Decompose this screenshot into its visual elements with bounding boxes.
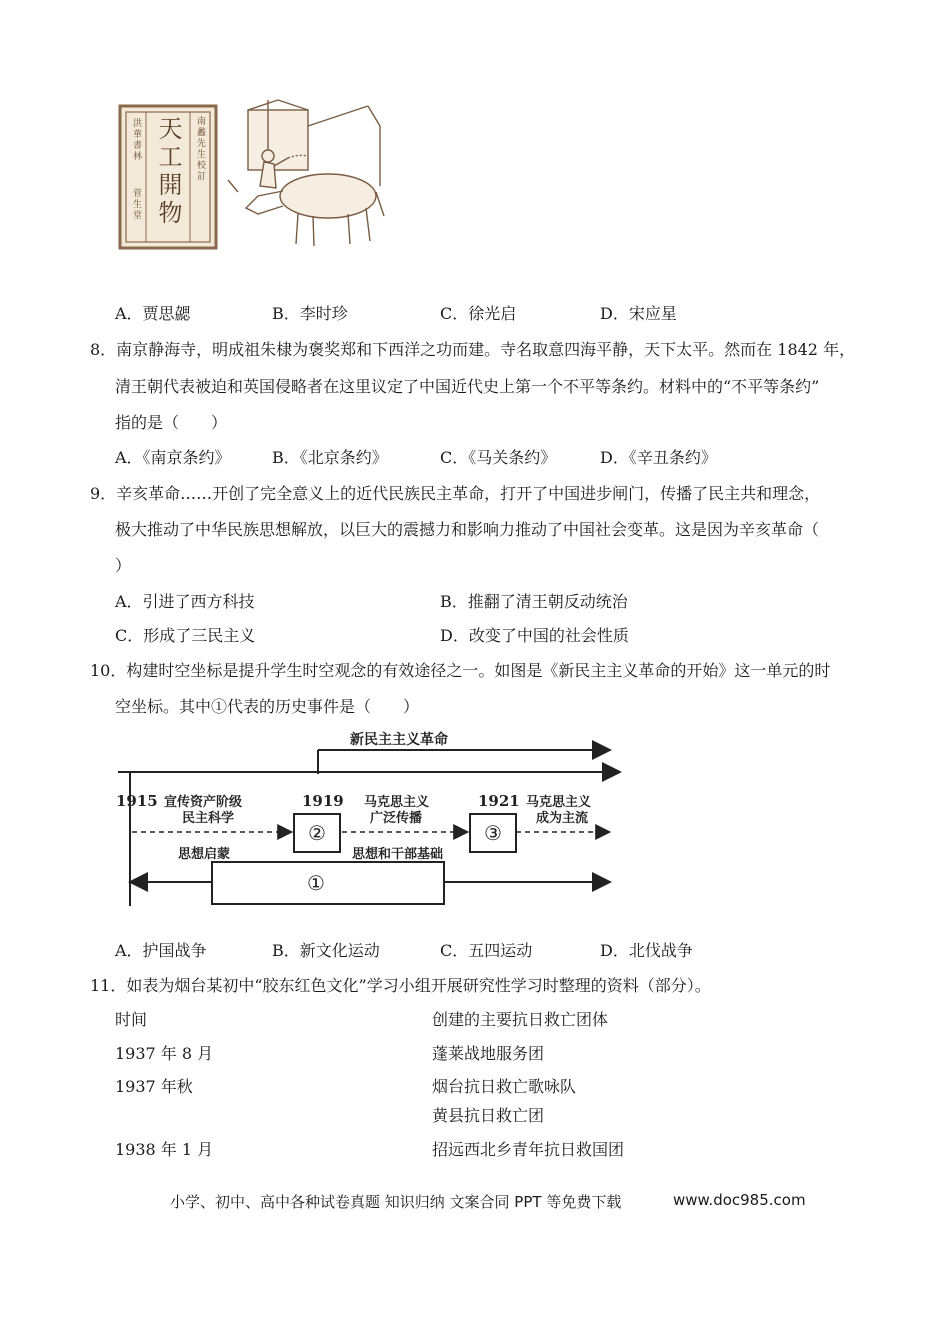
table-row-4-group: 招远西北乡青年抗日救国团 — [432, 1140, 625, 1159]
footer-url[interactable]: www.doc985.com — [673, 1191, 806, 1209]
q9-line-1: 9．辛亥革命……开创了完全意义上的近代民族民主革命，打开了中国进步闸门，传播了民主共和理念， — [90, 484, 821, 503]
q10-option-c: C．五四运动 — [440, 941, 533, 960]
q7-option-b: B．李时珍 — [272, 304, 348, 323]
q10-option-d: D．北伐战争 — [600, 941, 693, 960]
timeline-diagram — [112, 722, 632, 920]
label-1-line-2: 民主科学 — [182, 811, 235, 826]
q9-option-b: B．推翻了清王朝反动统治 — [440, 592, 628, 611]
book-left-text-2: 菅生堂 — [131, 188, 141, 221]
box-1 — [212, 862, 444, 904]
table-row-2-time: 1937 年秋 — [115, 1077, 193, 1096]
q9-option-a: A．引进了西方科技 — [115, 592, 255, 611]
q10-option-b: B．新文化运动 — [272, 941, 380, 960]
q8-line-1: 8．南京静海寺，明成祖朱棣为褒奖郑和下西洋之功而建。寺名取意四海平静，天下太平。然而在 1842 年， — [90, 340, 856, 359]
label-2-line-2: 广泛传播 — [370, 811, 423, 826]
label-3-line-1: 马克思主义 — [526, 795, 592, 810]
table-row-1-time: 1937 年 8 月 — [115, 1044, 214, 1063]
footer-text: 小学、初中、高中各种试卷真题 知识归纳 文案合同 PPT 等免费下载 — [170, 1193, 622, 1211]
q7-option-d: D．宋应星 — [600, 304, 677, 323]
table-row-4-time: 1938 年 1 月 — [115, 1140, 214, 1159]
q11-line: 11．如表为烟台某初中“胶东红色文化”学习小组开展研究性学习时整理的资料（部分）。 — [90, 976, 711, 995]
year-1921: 1921 — [478, 792, 520, 810]
q8-option-c: C．《马关条约》 — [440, 448, 557, 467]
bottom-left-label: 思想启蒙 — [178, 847, 231, 862]
book-left-text: 洪華書林 — [131, 118, 141, 162]
label-2-line-1: 马克思主义 — [364, 795, 430, 810]
table-header-time: 时间 — [115, 1010, 148, 1029]
q9-option-d: D．改变了中国的社会性质 — [440, 626, 629, 645]
q9-line-3: ） — [115, 556, 132, 575]
q8-option-a: A．《南京条约》 — [115, 448, 231, 467]
book-title: 天工開物 — [154, 116, 182, 228]
year-1915: 1915 — [116, 792, 158, 810]
q8-option-b: B．《北京条约》 — [272, 448, 388, 467]
q9-option-c: C．形成了三民主义 — [115, 626, 256, 645]
q10-option-a: A．护国战争 — [115, 941, 207, 960]
table-row-2-group: 烟台抗日救亡歌咏队 — [432, 1077, 577, 1096]
top-label: 新民主主义革命 — [350, 732, 448, 748]
label-3-line-2: 成为主流 — [536, 811, 589, 826]
q7-option-a: A．贾思勰 — [115, 304, 191, 323]
year-1919: 1919 — [302, 792, 344, 810]
table-row-1-group: 蓬莱战地服务团 — [432, 1044, 545, 1063]
table-row-3-group: 黄县抗日救亡团 — [432, 1106, 545, 1125]
q8-option-d: D．《辛丑条约》 — [600, 448, 717, 467]
book-right-text: 南蠡先生校訂 — [195, 116, 205, 182]
box-3-label: ③ — [484, 821, 502, 845]
label-1-line-1: 宣传资产阶级 — [164, 795, 243, 810]
table-header-groups: 创建的主要抗日救亡团体 — [432, 1010, 609, 1029]
q8-line-2: 清王朝代表被迫和英国侵略者在这里议定了中国近代史上第一个不平等条约。材料中的“不平等条约” — [115, 377, 820, 396]
q10-line-2: 空坐标。其中①代表的历史事件是（ ） — [115, 697, 420, 716]
q10-line-1: 10．构建时空坐标是提升学生时空观念的有效途径之一。如图是《新民主主义革命的开始》这一单元的时 — [90, 661, 831, 680]
bottom-mid-label: 思想和干部基础 — [352, 847, 444, 862]
q7-option-c: C．徐光启 — [440, 304, 517, 323]
q9-line-2: 极大推动了中华民族思想解放，以巨大的震撼力和影响力推动了中国社会变革。这是因为辛亥革命（ — [115, 520, 820, 539]
tiangong-kaiwu-illustration — [118, 96, 388, 256]
q8-line-3: 指的是（ ） — [115, 413, 228, 432]
box-1-label: ① — [307, 871, 325, 895]
box-2-label: ② — [308, 821, 326, 845]
